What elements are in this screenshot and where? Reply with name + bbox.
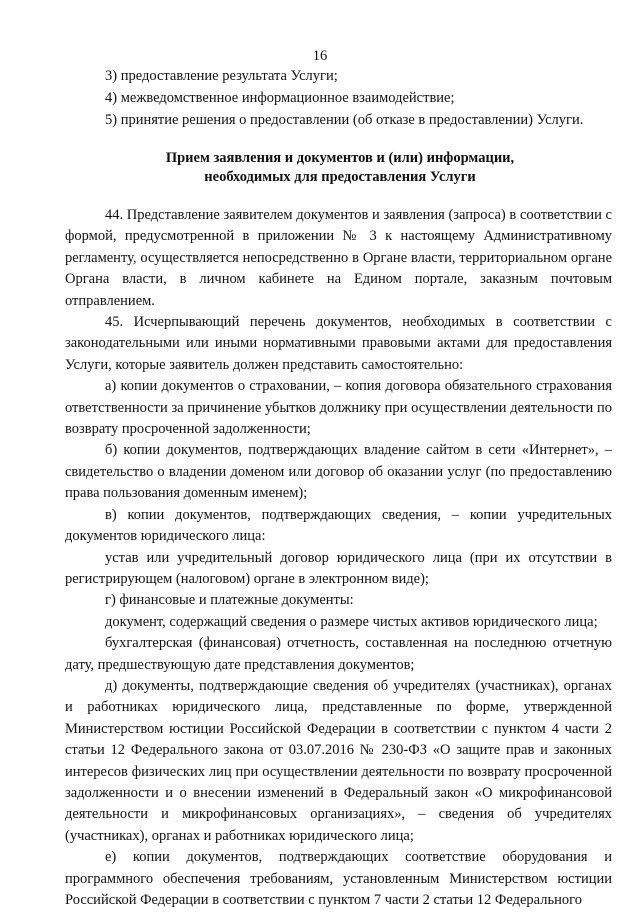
paragraph-45g: г) финансовые и платежные документы: [105, 592, 354, 609]
paragraph-45b: б) копии документов, подтверждающих владение сайтом в сети «Интернет», – свидетельство о владении доменом или договор об оказании услуг (по предоставлению права пользования доменным именем); [65, 442, 612, 502]
list-item-5: 5) принятие решения о предоставлении (об отказе в предоставлении) Услуги. [105, 112, 584, 128]
section-heading-line2: необходимых для предоставления Услуги [204, 169, 476, 185]
paragraph-45a: а) копии документов о страховании, – копия договора обязательного страхования ответственности за причинение убытков должнику при осуществлении деятельности по возврату просроченной задолженности; [65, 378, 612, 438]
paragraph-45v: в) копии документов, подтверждающих сведения, – копии учредительных документов юридического лица: [65, 506, 612, 545]
page-number: 16 [312, 48, 328, 64]
paragraph-45d: д) документы, подтверждающие сведения об учредителях (участниках), органах и работниках юридического лица, представленные по форме, утвержденной Министерством юстиции Российской Федерации в соответствии с пунктом 4 части 2 статьи 12 Федерального закона от 03.07.2016 № 230-ФЗ «О защите прав и законных интересов физических лиц при осуществлении деятельности по возврату просроченной задолженности и о внесении изменений в Федеральный закон «О микрофинансовой деятельности и микрофинансовых организациях», – сведения об учредителях (участниках), органах и работниках юридического лица; [65, 677, 612, 844]
paragraph-44: 44. Представление заявителем документов и заявления (запроса) в соответствии с формой, предусмотренной в приложении № 3 к настоящему Административному регламенту, осуществляется непосредственно в Органе власти, территориальном органе Органа власти, в личном кабинете на Едином портале, заказным почтовым отправлением. [65, 207, 612, 309]
list-item-4: 4) межведомственное информационное взаимодействие; [105, 90, 455, 106]
paragraph-45e: е) копии документов, подтверждающих соответствие оборудования и программного обеспечения требованиям, установленным Министерством юстиции Российской Федерации в соответствии с пунктом 7 части 2 статьи 12 Федерального [65, 849, 612, 908]
paragraph-accounting: бухгалтерская (финансовая) отчетность, составленная на последнюю отчетную дату, предшествующую дате представления документов; [65, 635, 612, 673]
section-heading [60, 149, 620, 187]
paragraph-charter: устав или учредительный договор юридического лица (при их отсутствии в регистрирующем (налоговом) органе в электронном виде); [65, 549, 612, 587]
document-body [65, 205, 612, 911]
paragraph-net-assets: документ, содержащий сведения о размере чистых активов юридического лица; [105, 613, 598, 630]
list-item-3: 3) предоставление результата Услуги; [105, 68, 338, 84]
section-heading-line1: Прием заявления и документов и (или) информации, [165, 150, 515, 166]
paragraph-45: 45. Исчерпывающий перечень документов, необходимых в соответствии с законодательными или иными нормативными правовыми актами для предоставления Услуги, которые заявитель должен представить самостоятельно: [65, 314, 612, 373]
